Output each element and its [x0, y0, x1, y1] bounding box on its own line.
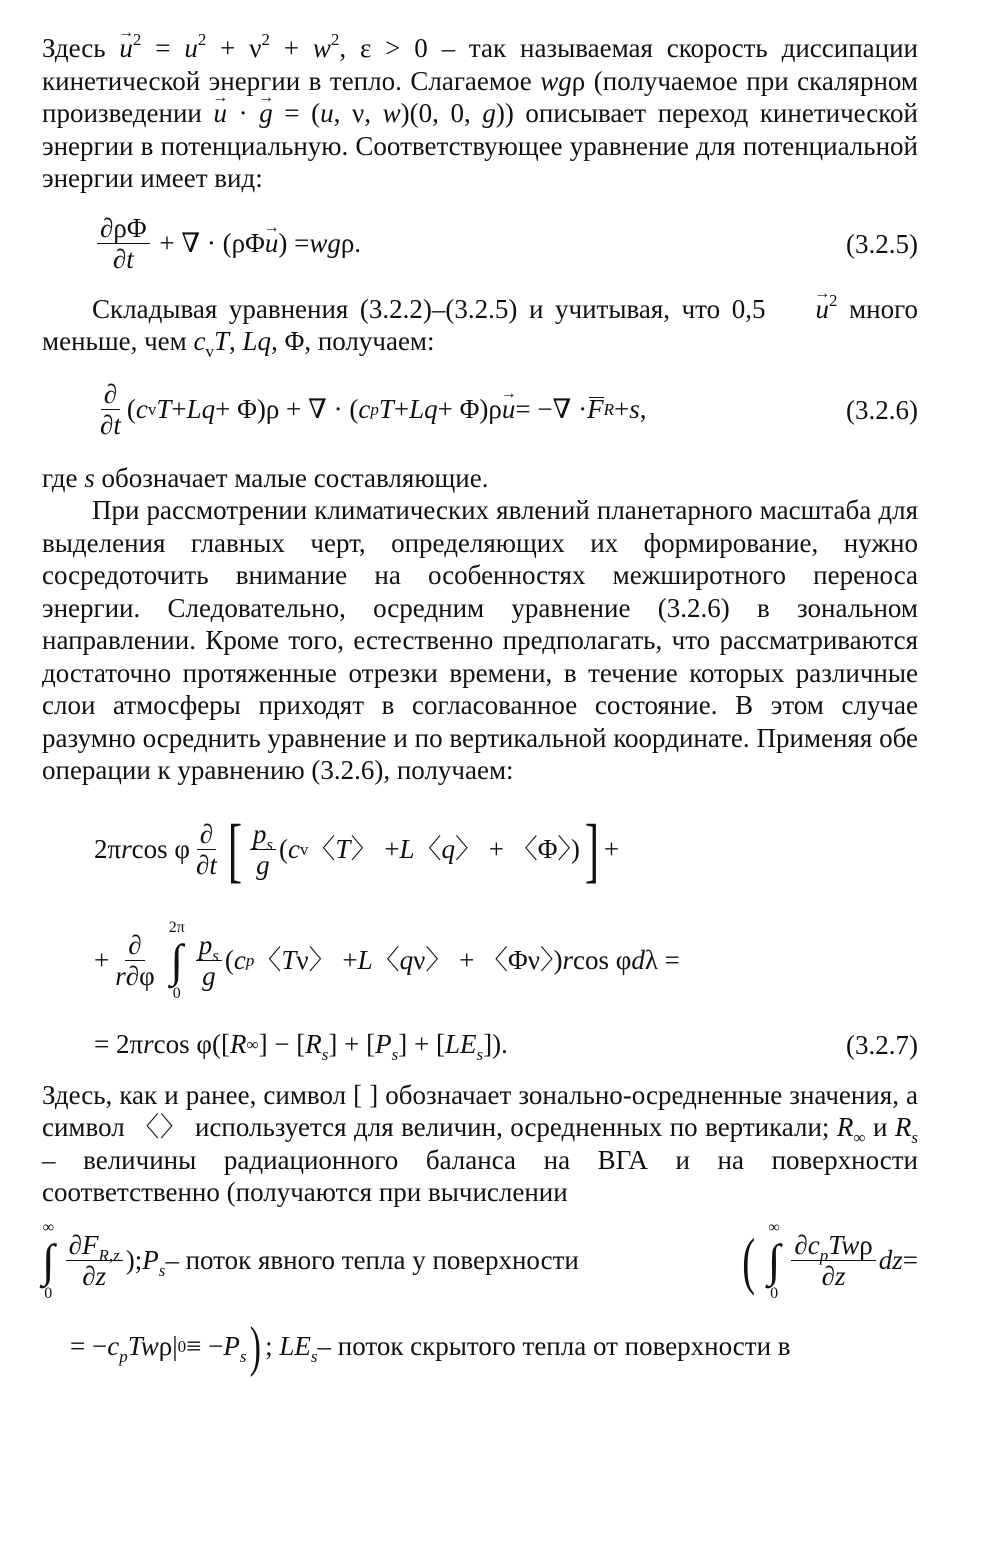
paragraph-5-formula-line: ∞ ∫ 0 $\frac{\partial F_{R,z}}{\partial z}$ ); $P_s$ – поток явного тепла у поверхности ( ∞ ∫ 0 $\frac{\partial c_pTw\rho}{\partial z}$ dz =	[42, 1218, 918, 1302]
paragraph-5-last-line: = − $c_pTw$ ρ| 0 ≡ − $P_s$ ) ; $LE_s$ – поток скрытого тепла от поверхности в	[70, 1315, 791, 1378]
equation-3-2-7-line-2: + $\frac{\partial}{r\partial\varphi}$ 2π ∫ 0 $\frac{p_s}{g}$ ( c p 〈 T ν〉 + L 〈 q ν〉 + 〈Φν〉) r cos φ d λ =	[94, 918, 680, 1002]
equation-3-2-7-line-3: = 2π r cos φ([ R ∞ ] − [ $R_s$ ] + [ $P_s$ ] + [ $LE_s$ ]). (3.2.7)	[94, 1029, 918, 1065]
paragraph-1: Здесь → $u^2 = u^2 + \nu^2 + w^2$, ε > 0 – так называемая скорость диссипации кинетической энергии в тепло. Слагаемое wgρ (получаемое при скалярном произведении → u · → g = (u, ν, w)(0, 0, g)) описывает переход кинетической энергии в потенциальную. Соответствующее уравнение для потенциальной энергии имеет вид:	[42, 32, 918, 195]
equation-number: (3.2.6)	[846, 394, 918, 425]
equation-3-2-7-line-1: 2π r cos φ $\frac{\partial}{\partial t}$ [ $\frac{p_s}{g}$ ( c v 〈 T 〉 + L 〈 q 〉 + 〈Φ〉) ] +	[94, 809, 620, 890]
paragraph-4: При рассмотрении климатических явлений планетарного масштаба для выделения главных черт, определяющих их формирование, нужно сосредоточить внимание на особенностях межширотного переноса энергии. Следовательно, осредним уравнение (3.2.6) в зональном направлении. Кроме того, естественно предполагать, что рассматриваются достаточно протяженные отрезки времени, в течение которых различные слои атмосферы приходят в согласованное состояние. В этом случае разумно осреднить уравнение и по вертикальной координате. Применяя обе операции к уравнению (3.2.6), получаем:	[42, 495, 918, 785]
paragraph-3: где s обозначает малые составляющие.	[42, 462, 489, 493]
document-page	[42, 32, 918, 1385]
paragraph-2: Складывая уравнения (3.2.2)–(3.2.5) и учитывая, что $0,5\to u^2$ много меньше, чем $c_vT$, Lq, Φ, получаем:	[42, 293, 918, 358]
equation-3-2-7	[42, 795, 918, 1073]
paragraph-5: Здесь, как и ранее, символ [ ] обозначает зонально-осредненные значения, а символ 〈〉 используется для величин, осредненных по вертикали; $R_\infty$ и $R_s$ – величины радиационного баланса на ВГА и на поверхности соответственно (получаются при вычислении	[42, 1079, 918, 1207]
equation-number: (3.2.5)	[846, 228, 918, 259]
equation-3-2-6: $\frac{\partial}{\partial t}$ ( c v T + Lq + Φ)ρ + ∇ · ( c p T + Lq + Φ)ρ → u = −∇ · F R + s , (3.2.6)	[42, 364, 918, 456]
equation-number: (3.2.7)	[846, 1029, 918, 1060]
equation-3-2-5: $\frac{\partial\rho\Phi}{\partial t}$ + ∇ · (ρΦ → u ) = wg ρ. (3.2.5)	[42, 201, 918, 287]
